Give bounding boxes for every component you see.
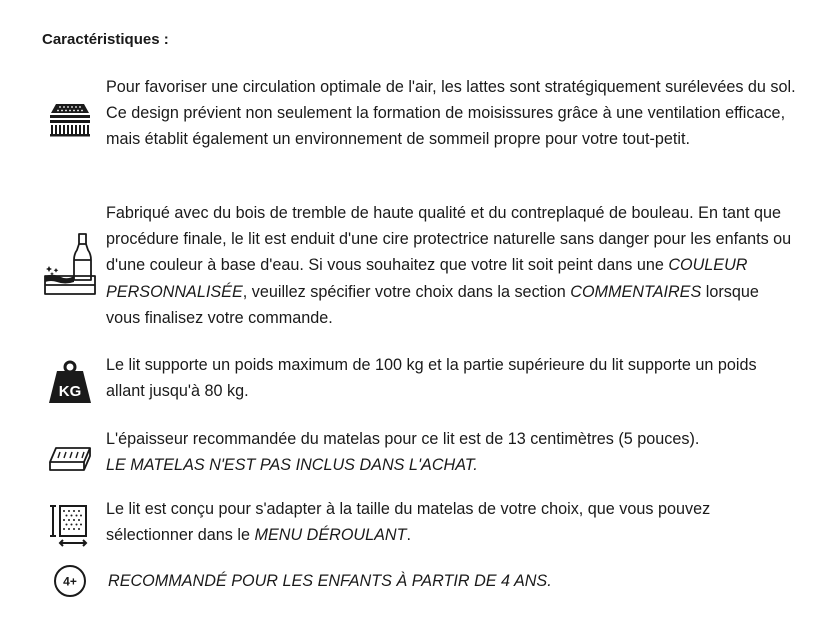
age-4-plus-icon bbox=[40, 564, 100, 598]
feature-text: Fabriqué avec du bois de tremble de haute qualité et du contreplaqué de bouleau. En tant que procédure finale, le lit est enduit d'une cire protectrice naturelle sans danger pour les enfants ou d'une couleur à base d'eau. Si vous souhaitez que votre lit soit peint dans une COULEUR PERSONNALISÉE, veuillez spécifier votre choix dans la section COMMENTAIRES lorsque vous finalisez votre commande. bbox=[106, 204, 792, 327]
feature-text: Pour favoriser une circulation optimale de l'air, les lattes sont stratégiquement surélevées du sol. Ce design prévient non seulement la formation de moisissures grâce à une ventilation efficace, mais établit également un environnement de sommeil propre pour votre tout-petit. bbox=[106, 78, 796, 149]
age-emphasis: RECOMMANDÉ POUR LES ENFANTS À PARTIR DE 4 ANS. bbox=[108, 572, 552, 590]
custom-color-emphasis: COULEUR PERSONNALISÉE bbox=[106, 256, 748, 301]
weight-icon-label: KG bbox=[58, 383, 82, 400]
dropdown-menu-emphasis: MENU DÉROULANT bbox=[254, 526, 407, 545]
ventilated-slats-icon bbox=[40, 100, 100, 140]
wood-finish-bottle-icon bbox=[40, 228, 100, 300]
features-heading: Caractéristiques : bbox=[42, 31, 169, 48]
feature-text: L'épaisseur recommandée du matelas pour ce lit est de 13 centimètres (5 pouces). LE MATELAS N'EST PAS INCLUS DANS L'ACHAT. bbox=[106, 430, 700, 475]
mattress-size-icon bbox=[40, 502, 100, 548]
feature-text: Le lit supporte un poids maximum de 100 kg et la partie supérieure du lit supporte un poids allant jusqu'à 80 kg. bbox=[106, 356, 757, 401]
feature-text: Le lit est conçu pour s'adapter à la taille du matelas de votre choix, que vous pouvez sélectionner dans le MENU DÉROULANT. bbox=[106, 500, 711, 545]
age-icon-label: 4+ bbox=[63, 574, 77, 589]
mattress-icon bbox=[40, 442, 100, 476]
feature-text bbox=[108, 568, 798, 594]
comments-emphasis: COMMENTAIRES bbox=[570, 282, 702, 301]
not-included-emphasis: LE MATELAS N'EST PAS INCLUS DANS L'ACHAT. bbox=[106, 456, 478, 475]
weight-kg-icon bbox=[40, 358, 100, 406]
